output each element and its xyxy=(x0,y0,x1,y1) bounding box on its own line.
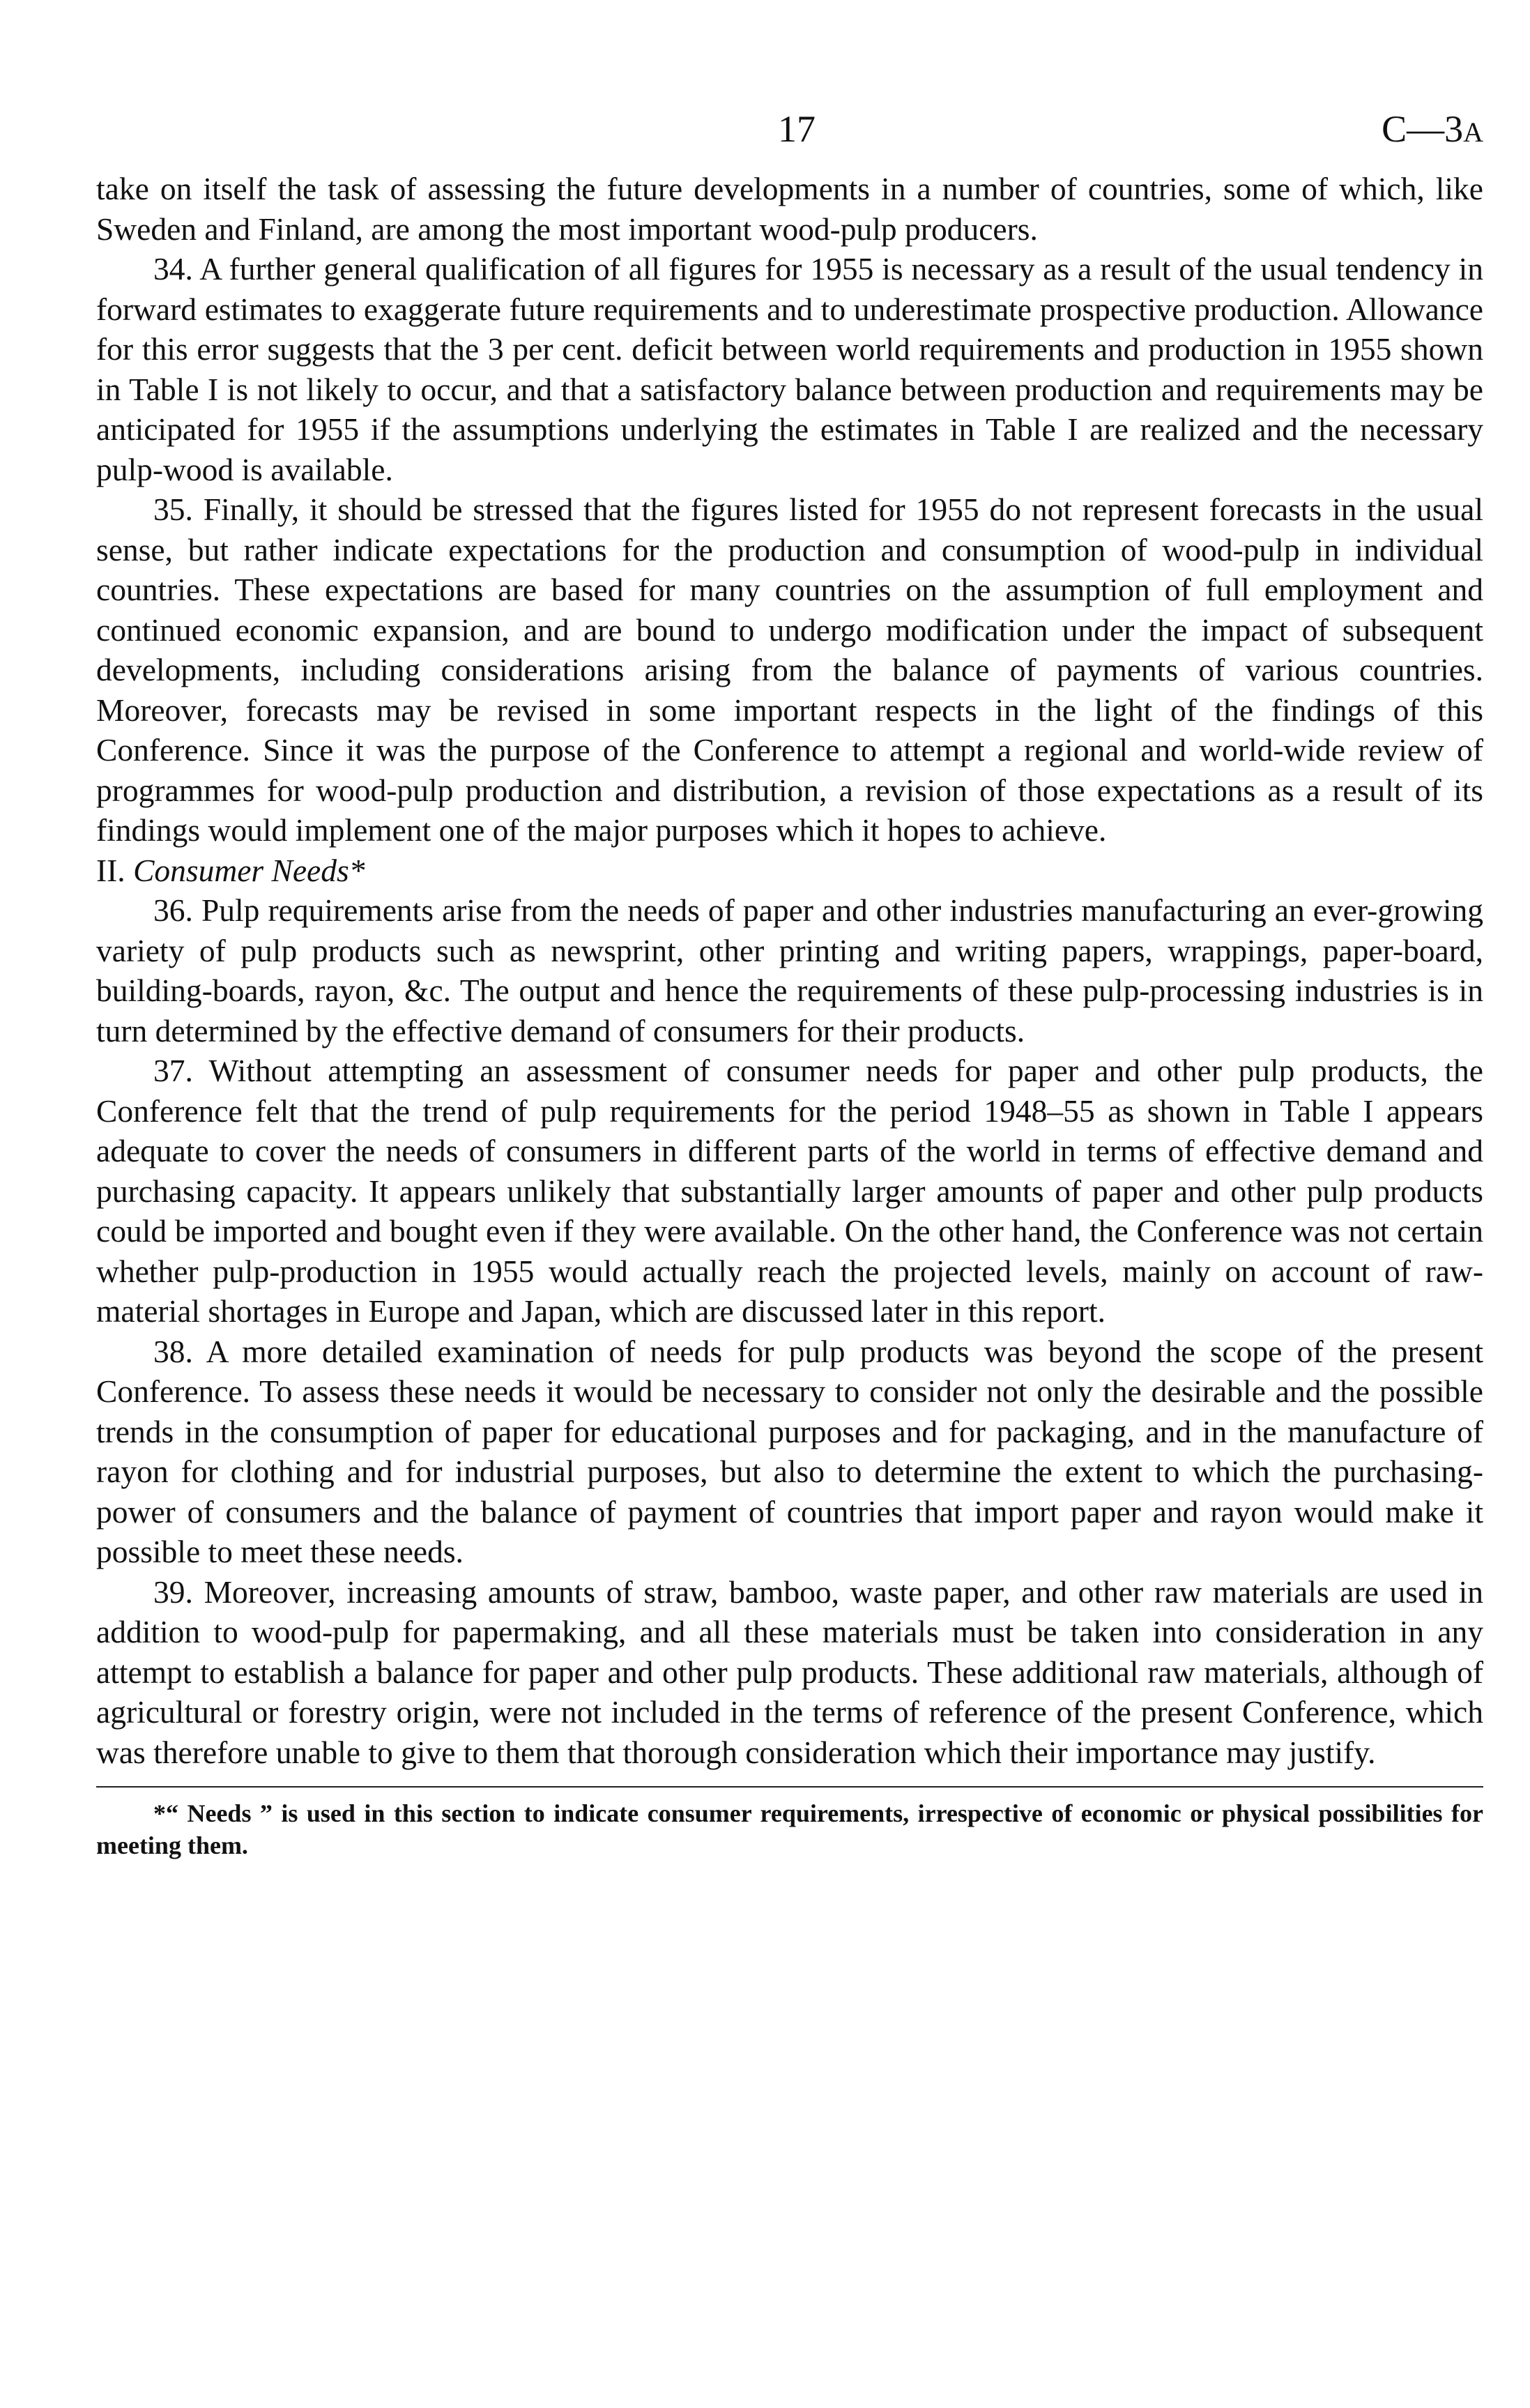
footnote-divider xyxy=(96,1786,1483,1788)
body-text xyxy=(96,169,1483,1772)
paragraph-continuation: take on itself the task of assessing the future developments in a number of countries, some of which, like Sweden and Finland, are among the most important wood-pulp producers. xyxy=(96,171,1483,247)
footnote: *“ Needs ” is used in this section to indicate consumer requirements, irrespective of economic or physical possibilities for meeting them. xyxy=(96,1799,1483,1859)
paragraph-35: 35. Finally, it should be stressed that the figures listed for 1955 do not represent forecasts in the usual sense, but rather indicate expectations for the production and consumption of wood-pulp in individual countries. These expectations are based for many countries on the assumption of full employment and continued economic expansion, and are bound to undergo modification under the impact of subsequent developments, including considerations arising from the balance of payments of various countries. Moreover, forecasts may be revised in some important respects in the light of the findings of this Conference. Since it was the purpose of the Conference to attempt a regional and world-wide review of programmes for wood-pulp production and distribution, a revision of those expectations as a result of its findings would implement one of the major purposes which it hopes to achieve. xyxy=(96,491,1483,848)
paragraph-39: 39. Moreover, increasing amounts of straw, bamboo, waste paper, and other raw materials are used in addition to wood-pulp for papermaking, and all these materials must be taken into consideration in any attempt to establish a balance for paper and other pulp products. These additional raw materials, although of agricultural or forestry origin, were not included in the terms of reference of the present Conference, which was therefore unable to give to them that thorough consideration which their importance may justify. xyxy=(96,1573,1483,1770)
document-page xyxy=(96,105,1483,1887)
document-code-prefix: C—3 xyxy=(1382,108,1464,150)
section-heading xyxy=(96,851,1483,891)
section-numeral: II. xyxy=(96,852,125,888)
section-title: Consumer Needs* xyxy=(133,852,365,888)
paragraph-36: 36. Pulp requirements arise from the needs of paper and other industries manufacturing an ever-growing variety of pulp products such as newsprint, other printing and writing papers, wrappings, paper-board, building-boards, rayon, &c. The output and hence the requirements of these pulp-processing industries is in turn determined by the effective demand of consumers for their products. xyxy=(96,892,1483,1049)
document-code-suffix: A xyxy=(1463,116,1483,148)
paragraph-37: 37. Without attempting an assessment of consumer needs for paper and other pulp products, the Conference felt that the trend of pulp requirements for the period 1948–55 as shown in Table I appears adequate to cover the needs of consumers in different parts of the world in terms of effective demand and purchasing capacity. It appears unlikely that substantially larger amounts of paper and other pulp products could be imported and bought even if they were available. On the other hand, the Conference was not certain whether pulp-production in 1955 would actually reach the projected levels, mainly on account of raw-material shortages in Europe and Japan, which are discussed later in this report. xyxy=(96,1053,1483,1329)
document-code xyxy=(1382,105,1483,157)
page-header xyxy=(96,105,1483,153)
paragraph-38: 38. A more detailed examination of needs for pulp products was beyond the scope of the present Conference. To assess these needs it would be necessary to consider not only the desirable and the possible trends in the consumption of paper for educational purposes and for packaging, and in the manufacture of rayon for clothing and for industrial purposes, but also to determine the extent to which the purchasing-power of consumers and the balance of payment of countries that import paper and rayon would make it possible to meet these needs. xyxy=(96,1333,1483,1569)
page-number: 17 xyxy=(778,108,816,150)
paragraph-34: 34. A further general qualification of all figures for 1955 is necessary as a result of the usual tendency in forward estimates to exaggerate future requirements and to underestimate prospective production. Allowance for this error suggests that the 3 per cent. deficit between world requirements and production in 1955 shown in Table I is not likely to occur, and that a satisfactory balance between production and requirements may be anticipated for 1955 if the assumptions underlying the estimates in Table I are realized and the necessary pulp-wood is available. xyxy=(96,251,1483,487)
